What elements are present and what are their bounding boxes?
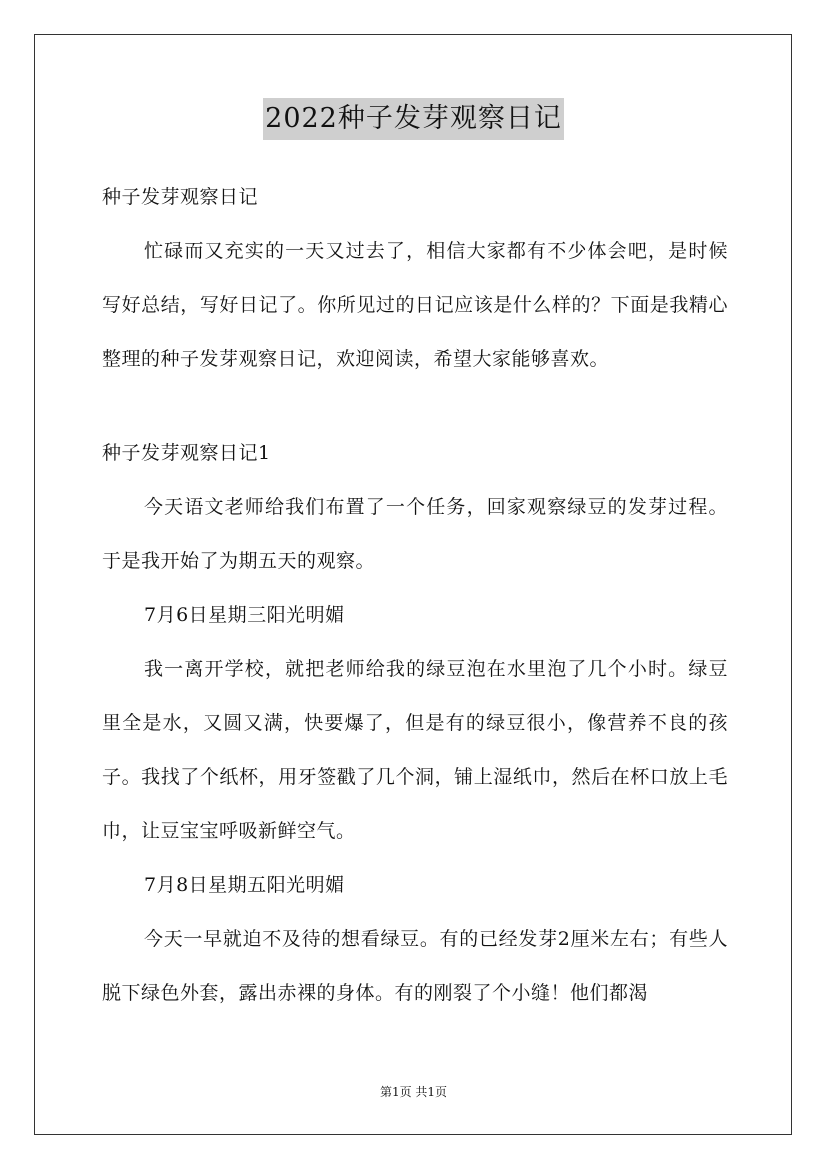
diary-date: 7月6日星期三阳光明媚	[144, 604, 345, 626]
body-paragraph: 今天一早就迫不及待的想看绿豆。有的已经发芽2厘米左右；有些人脱下绿色外套，露出赤裸的身体。有的刚裂了个小缝！他们都渴	[102, 928, 728, 1004]
document-heading: 种子发芽观察日记	[102, 186, 259, 208]
document-title: 2022种子发芽观察日记	[263, 98, 564, 140]
body-paragraph: 我一离开学校，就把老师给我的绿豆泡在水里泡了几个小时。绿豆里全是水，又圆又满，快要爆了，但是有的绿豆很小，像营养不良的孩子。我找了个纸杯，用牙签戳了几个洞，铺上湿纸巾，然后在杯口放上毛巾，让豆宝宝呼吸新鲜空气。	[102, 658, 728, 842]
section-heading: 种子发芽观察日记1	[102, 442, 271, 464]
body-paragraph: 今天语文老师给我们布置了一个任务，回家观察绿豆的发芽过程。于是我开始了为期五天的观察。	[102, 496, 728, 572]
intro-paragraph: 忙碌而又充实的一天又过去了，相信大家都有不少体会吧，是时候写好总结，写好日记了。你所见过的日记应该是什么样的？下面是我精心整理的种子发芽观察日记，欢迎阅读，希望大家能够喜欢。	[102, 240, 728, 370]
page-footer: 第1页 共1页	[379, 1085, 448, 1099]
title-container	[0, 98, 827, 140]
spacer	[102, 386, 728, 426]
diary-date: 7月8日星期五阳光明媚	[144, 874, 345, 896]
document-body	[102, 170, 728, 1020]
